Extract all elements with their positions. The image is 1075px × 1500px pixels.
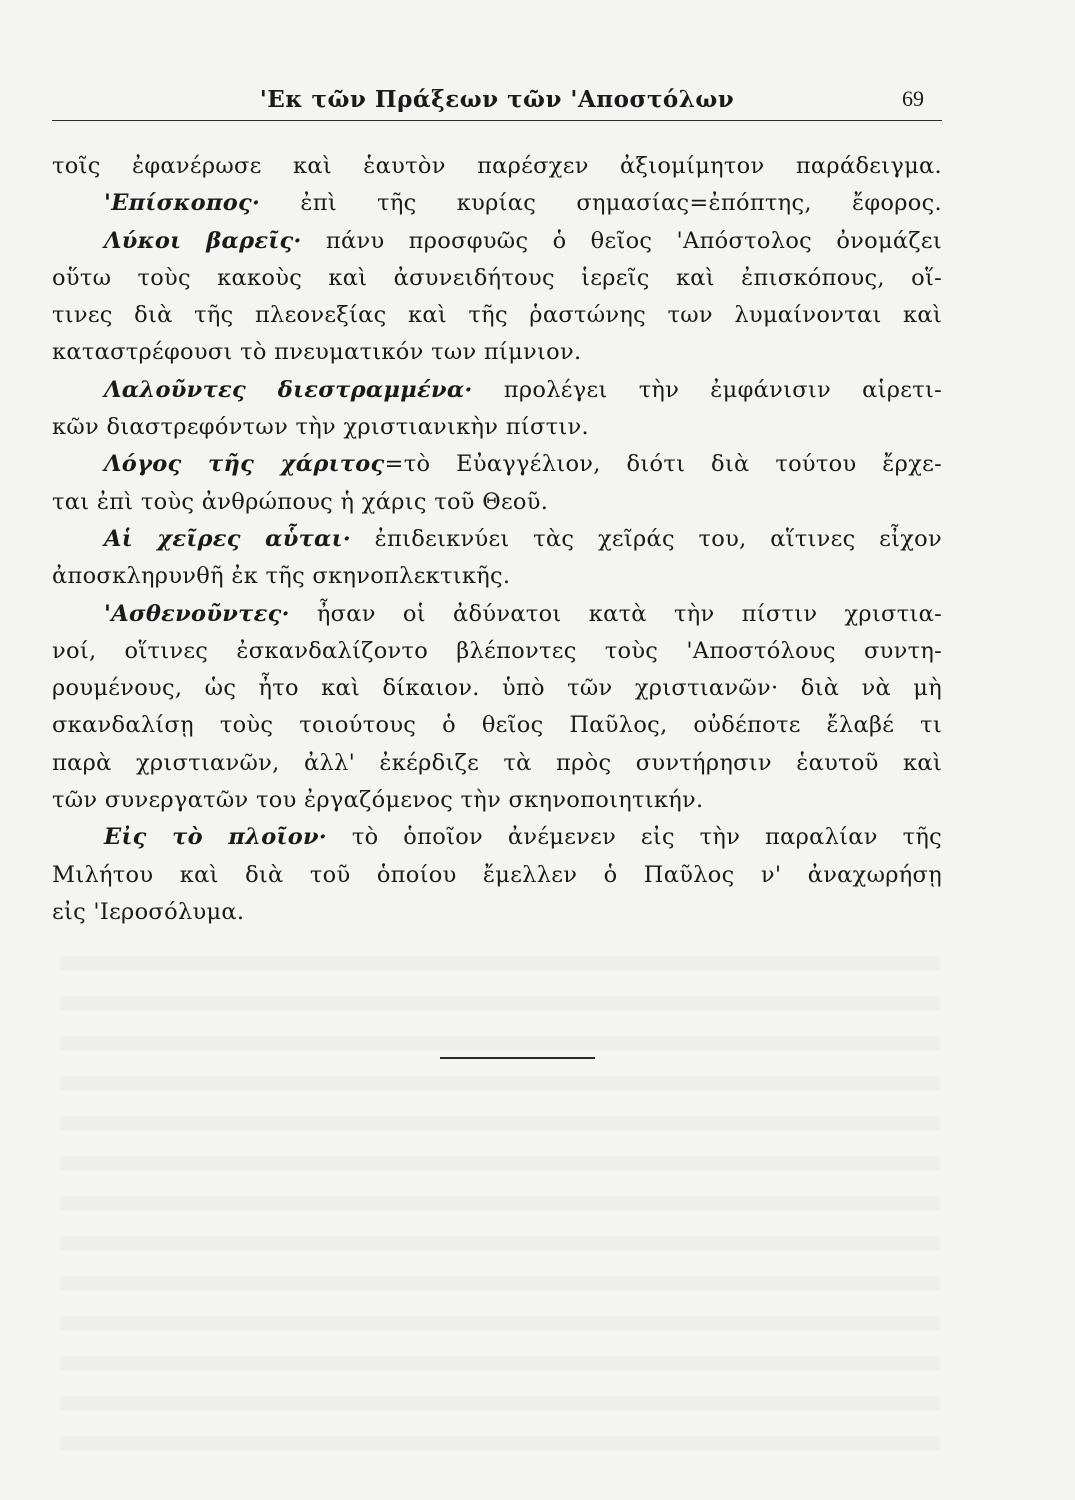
text-line [52,894,942,931]
text-line [52,670,942,707]
body-text [52,148,942,931]
line-text: καταστρέφουσι τὸ πνευματικόν των πίμνιον. [52,339,582,366]
line-text: παρὰ χριστιανῶν, ἀλλ' ἐκέρδιζε τὰ πρὸς συντήρησιν ἑαυτοῦ καὶ [52,749,942,776]
line-text: κῶν διαστρεφόντων τὴν χριστιανικὴν πίστιν. [52,414,589,441]
glossary-term: 'Ασθενοῦντες· [104,600,290,627]
text-line [52,596,942,633]
line-text: εἰς 'Ιεροσόλυμα. [52,898,245,925]
line-text: ἐπὶ τῆς κυρίας σημασίας=ἐπόπτης, ἔφορος. [260,190,942,217]
line-text: =τὸ Εὐαγγέλιον, διότι διὰ τούτου ἔρχε- [384,451,942,478]
section-divider [440,1057,595,1059]
line-text: ρουμένους, ὡς ἦτο καὶ δίκαιον. ὑπὸ τῶν χριστιανῶν· διὰ νὰ μὴ [52,675,942,702]
text-line [52,782,942,819]
text-line [52,819,942,856]
text-line [52,745,942,782]
text-line [52,446,942,483]
line-text: τοῖς ἐφανέρωσε καὶ ἑαυτὸν παρέσχεν ἀξιομίμητον παράδειγμα. [52,153,942,179]
text-line [52,707,942,744]
line-text: ται ἐπὶ τοὺς ἀνθρώπους ἡ χάρις τοῦ Θεοῦ. [52,488,549,515]
running-title: 'Εκ τῶν Πράξεων τῶν 'Αποστόλων [259,86,735,113]
glossary-term: Λαλοῦντες διεστραμμένα· [104,376,473,403]
glossary-term: Εἰς τὸ πλοῖον· [104,824,328,851]
text-line [52,185,942,222]
line-text: τῶν συνεργατῶν του ἐργαζόμενος τὴν σκηνοποιητικήν. [52,787,704,814]
glossary-term: 'Επίσκοπος· [104,190,261,217]
line-text: τινες διὰ τῆς πλεονεξίας καὶ τῆς ῥαστώνης των λυμαίνονται καὶ [52,302,942,329]
page-number: 69 [902,86,924,111]
text-line [52,484,942,521]
text-line [52,260,942,297]
line-text: τὸ ὁποῖον ἀνέμενεν εἰς τὴν παραλίαν τῆς [327,824,942,851]
line-text: προλέγει τὴν ἐμφάνισιν αἱρετι- [472,376,943,403]
line-text: ἦσαν οἱ ἀδύνατοι κατὰ τὴν πίστιν χριστια- [289,600,942,627]
glossary-term: Λόγος τῆς χάριτος [104,451,385,478]
line-text: νοί, οἵτινες ἐσκανδαλίζοντο βλέποντες τοὺς 'Αποστόλους συντη- [52,637,942,664]
text-line [52,633,942,670]
glossary-term: Λύκοι βαρεῖς· [104,227,302,254]
text-line [52,857,942,894]
glossary-term: Αἱ χεῖρες αὗται· [104,525,351,552]
line-text: σκανδαλίσῃ τοὺς τοιούτους ὁ θεῖος Παῦλος, οὐδέποτε ἔλαβέ τι [52,712,942,739]
bleed-through-shadow [60,930,940,1450]
line-text: οὕτω τοὺς κακοὺς καὶ ἀσυνειδήτους ἱερεῖς καὶ ἐπισκόπους, οἵ- [52,264,942,291]
line-text: ἀποσκληρυνθῆ ἐκ τῆς σκηνοπλεκτικῆς. [52,563,511,590]
text-line [52,558,942,595]
text-line [52,297,942,334]
text-line [52,409,942,446]
line-text: Μιλήτου καὶ διὰ τοῦ ὁποίου ἔμελλεν ὁ Παῦλος ν' ἀναχωρήσῃ [52,861,942,888]
page-header [52,80,942,121]
line-text: πάνυ προσφυῶς ὁ θεῖος 'Απόστολος ὀνομάζει [301,227,942,254]
text-line [52,521,942,558]
text-line [52,148,942,185]
text-line [52,372,942,409]
text-line [52,223,942,260]
text-line [52,334,942,371]
line-text: ἐπιδεικνύει τὰς χεῖράς του, αἵτινες εἶχον [351,525,942,552]
